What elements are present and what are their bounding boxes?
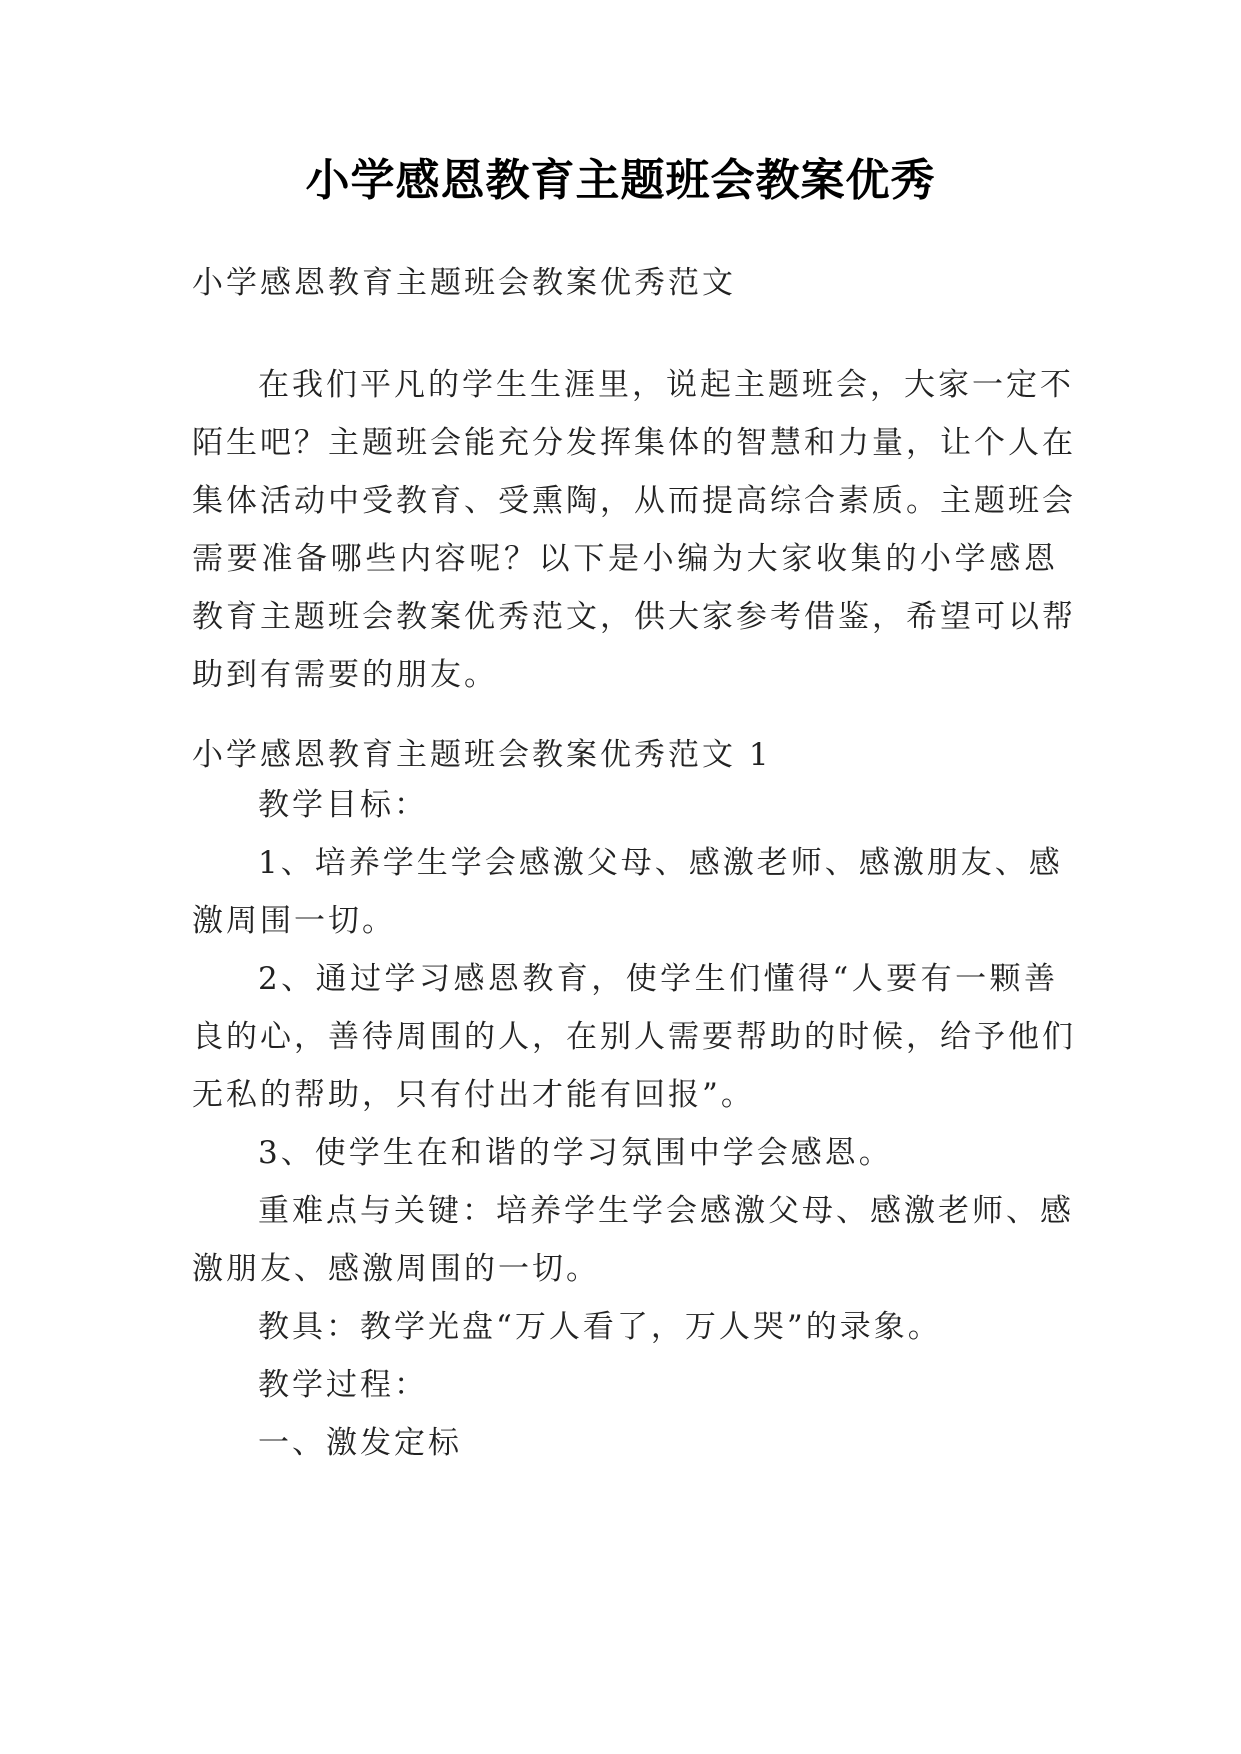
body-line-goal-2: 2、通过学习感恩教育，使学生们懂得“人要有一颗善 (258, 961, 1058, 997)
intro-line: 助到有需要的朋友。 (192, 657, 498, 693)
body-line-key-points: 重难点与关键：培养学生学会感激父母、感激老师、感 (258, 1193, 1074, 1229)
body-line-teaching-aids: 教具：教学光盘“万人看了，万人哭”的录象。 (258, 1309, 942, 1345)
body-line-key-points-cont: 激朋友、感激周围的一切。 (192, 1251, 600, 1287)
body-line-goal-2-end: 无私的帮助，只有付出才能有回报”。 (192, 1077, 755, 1113)
body-line-goal-1-cont: 激周围一切。 (192, 903, 396, 939)
document-title: 小学感恩教育主题班会教案优秀 (305, 155, 936, 206)
intro-paragraph (192, 356, 1076, 704)
intro-line: 需要准备哪些内容呢？以下是小编为大家收集的小学感恩 (192, 541, 1058, 577)
document-subtitle: 小学感恩教育主题班会教案优秀范文 (192, 265, 736, 301)
intro-line: 教育主题班会教案优秀范文，供大家参考借鉴，希望可以帮 (192, 599, 1076, 635)
body-line-step-1: 一、激发定标 (258, 1425, 462, 1461)
body-line-goal-2-cont: 良的心，善待周围的人，在别人需要帮助的时候，给予他们 (192, 1019, 1076, 1055)
body-line-goal-1: 1、培养学生学会感激父母、感激老师、感激朋友、感 (258, 845, 1063, 881)
section-body (192, 776, 1076, 1472)
body-line-teaching-goals: 教学目标： (258, 787, 428, 823)
section-heading: 小学感恩教育主题班会教案优秀范文 1 (192, 737, 772, 773)
body-line-teaching-process: 教学过程： (258, 1367, 428, 1403)
intro-line: 陌生吧？主题班会能充分发挥集体的智慧和力量，让个人在 (192, 425, 1076, 461)
body-line-goal-3: 3、使学生在和谐的学习氛围中学会感恩。 (258, 1135, 893, 1171)
intro-line: 在我们平凡的学生生涯里，说起主题班会，大家一定不 (258, 367, 1074, 403)
intro-line: 集体活动中受教育、受熏陶，从而提高综合素质。主题班会 (192, 483, 1076, 519)
